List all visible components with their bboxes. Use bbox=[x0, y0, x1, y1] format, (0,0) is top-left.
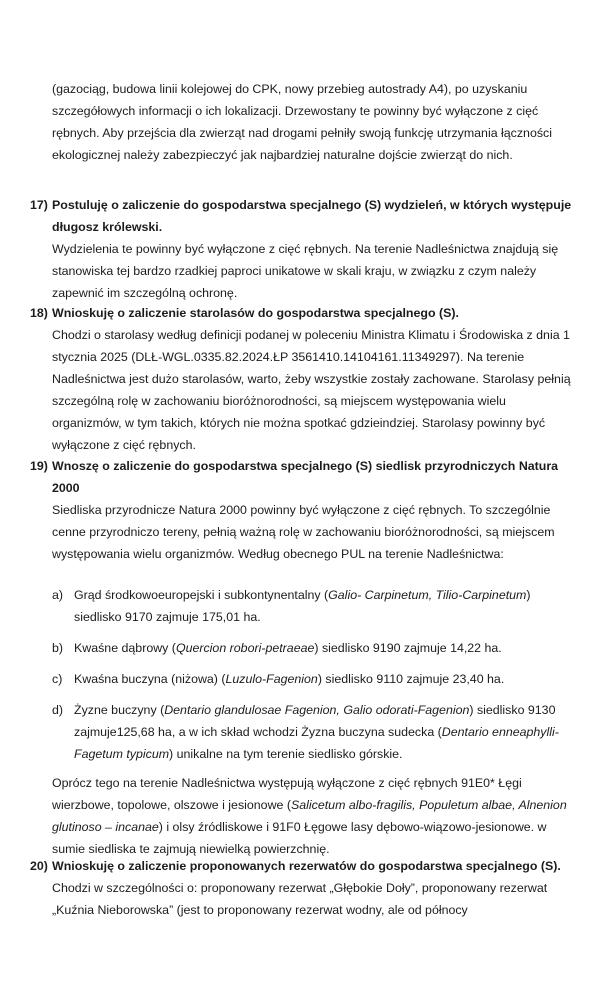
intro-paragraph: (gazociąg, budowa linii kolejowej do CPK, nowy przebieg autostrady A4), po uzyskaniu szczegółowych informacji o ich lokalizacji. Drzewostany te powinny być wyłączone z cięć rębnych. Aby przejścia dla zwierząt nad drogami pełniły swoją funkcję utrzymania łączności ekologicznej należy zabezpieczyć jak najbardziej naturalne dojście zwierząt do nich. bbox=[52, 82, 552, 162]
sub-item-label: c) bbox=[52, 672, 63, 686]
latin-name: Galio- Carpinetum, Tilio-Carpinetum bbox=[328, 588, 527, 602]
sub-item-label: b) bbox=[52, 641, 64, 655]
item-text: Chodzi o starolasy według definicji podanej w poleceniu Ministra Klimatu i Środowiska z dnia 1 stycznia 2025 (DLŁ-WGL.0335.82.2024.ŁP 3561410.14104161.11349297). Na terenie Nadleśnictwa jest dużo starolasów, warto, żeby wszystkie zostały zachowane. Starolasy pełnią szczególną rolę w zachowaniu bioróżnorodności, są miejscem występowania wielu organizmów, w tym takich, których nie można spotkać gdzieindziej. Starolasy powinny być wyłączone z cięć rębnych. bbox=[52, 328, 571, 452]
paragraph-text: ) i olsy źródliskowe i 91F0 Łęgowe lasy dębowo-wiązowo-jesionowe. w sumie siedliska te zajmują niewielką powierzchnię. bbox=[52, 820, 547, 856]
item-heading: Postuluję o zaliczenie do gospodarstwa specjalnego (S) wydzieleń, w których występuje długosz królewski. bbox=[52, 198, 572, 234]
latin-name: Quercion robori-petraeae bbox=[175, 641, 315, 655]
sub-item-text: ) siedlisko 9110 zajmuje 23,40 ha. bbox=[317, 672, 505, 686]
sub-item-c bbox=[52, 668, 572, 690]
habitats-paragraph bbox=[52, 772, 572, 860]
latin-name: Luzulo-Fagenion bbox=[225, 672, 318, 686]
item-heading: Wnioskuję o zaliczenie proponowanych rezerwatów do gospodarstwa specjalnego (S). bbox=[52, 859, 561, 873]
sub-item-text: ) siedlisko 9170 zajmuje 175,01 ha. bbox=[74, 588, 531, 624]
item-heading: Wnioskuję o zaliczenie starolasów do gospodarstwa specjalnego (S). bbox=[52, 306, 459, 320]
latin-name: Dentario glandulosae Fagenion, Galio odorati-Fagenion bbox=[164, 703, 470, 717]
list-item-18 bbox=[30, 302, 575, 456]
item-number: 20) bbox=[30, 859, 48, 873]
sub-item-text: Kwaśna buczyna (niżowa) ( bbox=[74, 672, 226, 686]
latin-name: Dentario enneaphylli-Fagetum typicum bbox=[74, 725, 559, 761]
item-number: 18) bbox=[30, 306, 48, 320]
item-number: 19) bbox=[30, 459, 48, 473]
sub-item-text: ) siedlisko 9130 zajmuje125,68 ha, a w ich skład wchodzi Żyzna buczyna sudecka ( bbox=[74, 703, 556, 739]
sub-item-label: d) bbox=[52, 703, 64, 717]
sub-item-text: ) unikalne na tym terenie siedlisko górskie. bbox=[169, 747, 403, 761]
list-item-17 bbox=[30, 194, 575, 304]
sub-item-b bbox=[52, 637, 572, 659]
paragraph-text: Oprócz tego na terenie Nadleśnictwa występują wyłączone z cięć rębnych 91E0* Łęgi wierzbowe, topolowe, olszowe i jesionowe ( bbox=[52, 776, 522, 812]
sub-item-text: Żyzne buczyny ( bbox=[74, 703, 165, 717]
sub-item-a bbox=[52, 584, 572, 628]
item-number: 17) bbox=[30, 198, 48, 212]
sub-item-text: Kwaśne dąbrowy ( bbox=[74, 641, 176, 655]
sub-item-text: ) siedlisko 9190 zajmuje 14,22 ha. bbox=[314, 641, 502, 655]
item-text: Wydzielenia te powinny być wyłączone z cięć rębnych. Na terenie Nadleśnictwa znajdują się stanowiska tej bardzo rzadkiej paproci unikatowe w skali kraju, w związku z czym należy zapewnić im szczególną ochronę. bbox=[52, 242, 559, 300]
item-heading: Wnoszę o zaliczenie do gospodarstwa specjalnego (S) siedlisk przyrodniczych Natura 2000 bbox=[52, 459, 559, 495]
list-item-20 bbox=[30, 855, 575, 921]
sub-item-d bbox=[52, 699, 572, 765]
sub-item-label: a) bbox=[52, 588, 64, 602]
item-text: Siedliska przyrodnicze Natura 2000 powinny być wyłączone z cięć rębnych. To szczególnie cenne przyrodniczo tereny, pełnią ważną rolę w zachowaniu bioróżnorodności, są miejscem występowania wielu organizmów. Według obecnego PUL na terenie Nadleśnictwa: bbox=[52, 503, 555, 561]
latin-name: Salicetum albo-fragilis, Populetum albae, Alnenion glutinoso – incanae bbox=[52, 798, 567, 834]
list-item-19 bbox=[30, 455, 575, 565]
sub-item-text: Grąd środkowoeuropejski i subkontynentalny ( bbox=[74, 588, 329, 602]
item-text: Chodzi w szczególności o: proponowany rezerwat „Głębokie Doły”, proponowany rezerwat „Kuźnia Nieborowska” (jest to proponowany rezerwat wodny, ale od północy bbox=[52, 881, 548, 917]
